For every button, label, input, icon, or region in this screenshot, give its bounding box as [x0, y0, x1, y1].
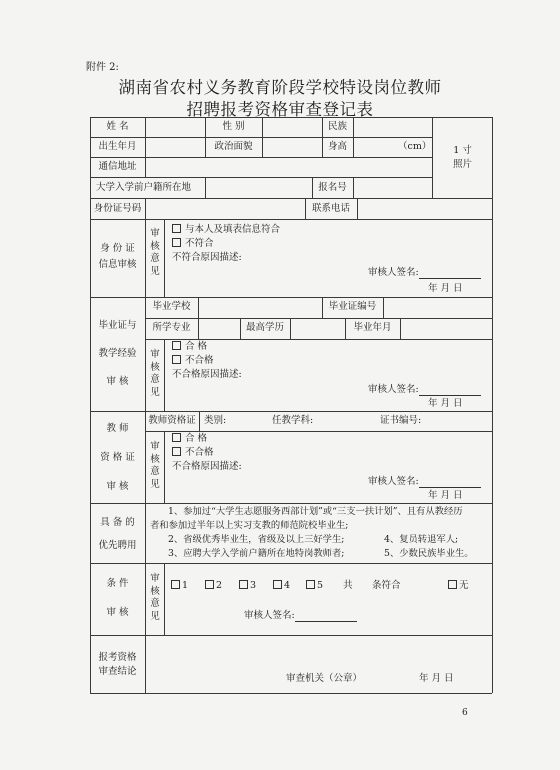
checkbox-icon: [273, 580, 282, 589]
teacher-check-label-line2: 资 格 证: [100, 452, 135, 463]
political-field[interactable]: [263, 138, 321, 156]
grad-year-field[interactable]: [401, 319, 491, 338]
attachment-label: 附件 2:: [86, 62, 119, 73]
condition-none[interactable]: [448, 580, 469, 592]
hukou-field[interactable]: [206, 178, 311, 197]
condition-box-2[interactable]: [205, 580, 222, 592]
checkbox-icon: [239, 580, 248, 589]
teacher-check-opt2-label: 不合格: [185, 447, 214, 458]
edu-check-label-line3: 审 核: [106, 376, 129, 387]
conclusion-authority: 审查机关（公章）: [286, 673, 363, 684]
teacher-check-signature-line[interactable]: [419, 477, 481, 488]
school-label: 毕业学校: [152, 301, 191, 312]
form-title-line1: 湖南省农村义务教育阶段学校特设岗位教师: [118, 78, 442, 97]
priority-item-1a: 1、参加过“大学生志愿服务西部计划”或“三支一扶计划”、且有从教经历: [168, 506, 463, 517]
teacher-subject-label: 任教学科:: [272, 415, 314, 426]
id-check-label-line1: 身 份 证: [100, 243, 135, 254]
edu-check-review-label: 审核意见: [150, 349, 160, 398]
major-field[interactable]: [199, 319, 239, 338]
edu-check-signature-line[interactable]: [419, 385, 481, 396]
checkbox-icon: [172, 238, 181, 247]
condition-signer: [244, 610, 357, 622]
photo-label-line1: 1 寸: [453, 145, 472, 156]
phone-label: 联系电话: [311, 203, 350, 214]
reg-no-label: 报名号: [318, 182, 347, 193]
priority-label-line2: 优先聘用: [98, 540, 137, 551]
priority-item-1b: 者和参加过半年以上实习支教的师范院校毕业生;: [150, 520, 349, 531]
teacher-cert-label: 教师资格证: [148, 415, 196, 426]
teacher-check-label-line1: 教 师: [106, 423, 129, 434]
address-field[interactable]: [146, 158, 431, 176]
condition-box-5[interactable]: [306, 580, 323, 592]
condition-box-3[interactable]: [239, 580, 256, 592]
checkbox-icon: [306, 580, 315, 589]
checkbox-icon: [448, 580, 457, 589]
political-label: 政治面貌: [214, 141, 253, 152]
degree-label: 最高学历: [245, 322, 284, 333]
teacher-category-label: 类别:: [204, 415, 227, 426]
teacher-check-signer-label: 审核人签名:: [368, 476, 419, 487]
conclusion-label-line2: 审查结论: [98, 666, 137, 677]
edu-check-signer-label: 审核人签名:: [368, 384, 419, 395]
id-check-signer: [368, 267, 481, 279]
condition-box-4-label: 4: [284, 580, 291, 591]
reg-no-field[interactable]: [354, 178, 431, 197]
ethnicity-label: 民族: [327, 121, 347, 132]
form-title-line2: 招聘报考资格审查登记表: [186, 100, 374, 119]
id-check-opt1[interactable]: [172, 224, 280, 236]
edu-check-reason-label: 不合格原因描述:: [172, 369, 242, 380]
birth-field[interactable]: [146, 138, 204, 156]
phone-field[interactable]: [358, 199, 491, 218]
id-check-opt2-label: 不符合: [185, 238, 214, 249]
priority-item-5: 5、少数民族毕业生。: [384, 548, 474, 559]
edu-check-date: 年 月 日: [428, 398, 463, 409]
condition-box-5-label: 5: [317, 580, 324, 591]
condition-total-label: 共: [343, 580, 353, 591]
checkbox-icon: [172, 355, 181, 364]
priority-item-2: 2、省级优秀毕业生，省级及以上三好学生;: [168, 534, 345, 545]
name-label: 姓 名: [106, 121, 129, 132]
teacher-check-opt1-label: 合 格: [185, 433, 208, 444]
checkbox-icon: [172, 341, 181, 350]
id-check-opt1-label: 与本人及填表信息符合: [185, 224, 281, 235]
edu-check-opt1-label: 合 格: [185, 341, 208, 352]
checkbox-icon: [172, 447, 181, 456]
teacher-check-opt2[interactable]: [172, 447, 214, 459]
teacher-check-opt1[interactable]: [172, 433, 207, 445]
cert-no-field[interactable]: [384, 298, 491, 317]
birth-label: 出生年月: [98, 141, 137, 152]
id-no-field[interactable]: [146, 199, 304, 218]
condition-label-line2: 审 核: [106, 607, 129, 618]
gender-field[interactable]: [263, 118, 321, 136]
degree-field[interactable]: [291, 319, 344, 338]
id-check-label-line2: 信息审核: [98, 259, 137, 270]
height-unit: （cm）: [398, 141, 432, 152]
condition-box-4[interactable]: [273, 580, 290, 592]
priority-item-3: 3、应聘大学入学前户籍所在地特岗教师者;: [168, 548, 345, 559]
ethnicity-field[interactable]: [354, 118, 431, 136]
teacher-check-label-line3: 审 核: [106, 481, 129, 492]
condition-box-2-label: 2: [216, 580, 223, 591]
priority-item-4: 4、复员转退军人;: [384, 534, 459, 545]
condition-signer-label: 审核人签名:: [244, 610, 295, 621]
condition-signature-line[interactable]: [295, 611, 357, 622]
priority-label-line1: 具 备 的: [100, 517, 135, 528]
condition-box-1[interactable]: [171, 580, 188, 592]
condition-review-label: 审核意见: [150, 573, 160, 622]
condition-none-label: 无: [459, 580, 469, 591]
checkbox-icon: [171, 580, 180, 589]
photo-label-line2: 照片: [452, 159, 472, 170]
condition-label-line1: 条 件: [106, 578, 129, 589]
condition-box-3-label: 3: [250, 580, 257, 591]
condition-match-label: 条符合: [372, 580, 401, 591]
id-check-review-label: 审核意见: [150, 228, 160, 277]
name-field[interactable]: [146, 118, 204, 136]
teacher-check-signer: [368, 476, 481, 488]
checkbox-icon: [172, 224, 181, 233]
id-check-reason-label: 不符合原因描述:: [172, 252, 242, 263]
height-label: 身高: [327, 141, 347, 152]
gender-label: 性 别: [222, 121, 245, 132]
teacher-check-reason-label: 不合格原因描述:: [172, 461, 242, 472]
hukou-label: 大学入学前户籍所在地: [96, 182, 192, 193]
edu-check-opt1[interactable]: [172, 341, 207, 353]
edu-check-signer: [368, 384, 481, 396]
page-number: 6: [462, 708, 468, 718]
edu-check-opt2-label: 不合格: [185, 355, 214, 366]
edu-check-label-line2: 教学经验: [98, 348, 137, 359]
conclusion-date: 年 月 日: [419, 673, 454, 684]
checkbox-icon: [205, 580, 214, 589]
id-no-label: 身份证号码: [93, 203, 142, 214]
id-check-opt2[interactable]: [172, 238, 214, 250]
address-label: 通信地址: [98, 161, 137, 172]
teacher-check-review-label: 审核意见: [150, 441, 160, 490]
grad-year-label: 毕业年月: [353, 322, 392, 333]
edu-check-label-line1: 毕业证与: [98, 320, 137, 331]
school-field[interactable]: [199, 298, 321, 317]
conclusion-label-line1: 报考资格: [98, 652, 137, 663]
id-check-signer-label: 审核人签名:: [368, 267, 419, 278]
teacher-cert-no-label: 证书编号:: [380, 415, 422, 426]
condition-box-1-label: 1: [182, 580, 189, 591]
cert-no-label: 毕业证编号: [328, 301, 377, 312]
id-check-date: 年 月 日: [428, 283, 463, 294]
teacher-check-date: 年 月 日: [428, 490, 463, 501]
id-check-signature-line[interactable]: [419, 268, 481, 279]
edu-check-opt2[interactable]: [172, 355, 214, 367]
checkbox-icon: [172, 433, 181, 442]
major-label: 所学专业: [152, 322, 191, 333]
